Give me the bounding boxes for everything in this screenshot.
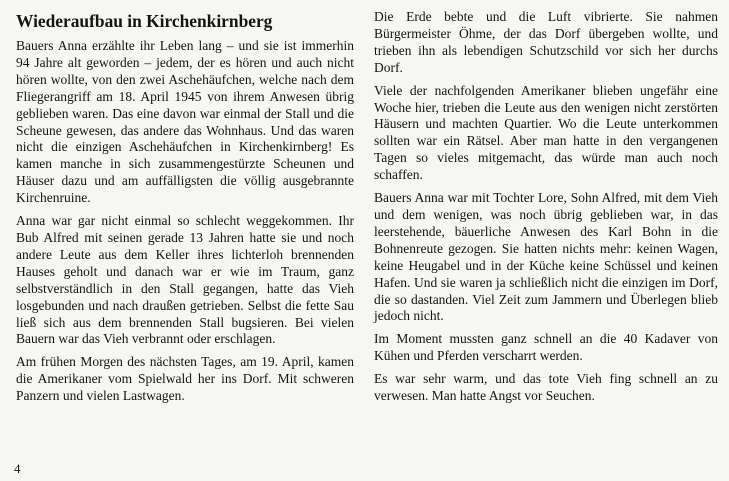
paragraph: Bauers Anna war mit Tochter Lore, Sohn Alfred, mit dem Vieh und dem wenigen, was noch übrig geblieben war, in das leerstehende, bäuerliche Anwesen des Karl Bohn in die Bohnenreute gezogen. Sie hatten nichts mehr: keinen Wagen, keine Heugabel und in der Küche keine Schüssel und keinen Hafen. Und sie waren ja schließlich nicht die einzigen im Dorf, die so dastanden. Viel Zeit zum Jammern und Überlegen blieb jedoch nicht.	[374, 190, 718, 324]
page-number: 4	[14, 461, 21, 476]
right-column	[374, 0, 718, 411]
left-column	[16, 0, 354, 411]
paragraph: Bauers Anna erzählte ihr Leben lang – und sie ist immerhin 94 Jahre alt geworden – jedem, der es hören und auch nicht hören wollte, von den zwei Aschehäufchen, welche nach dem Fliegerangriff am 18. April 1945 von ihrem Anwesen übrig geblieben waren. Das eine davon war einmal der Stall und die Scheune gewesen, das andere das Wohnhaus. Und das waren nicht die einzigen Aschehäufchen in Kirchenkirnberg! Es kamen manche in sich zusammengestürzte Scheunen und Häuser dazu und am auffälligsten die völlig ausgebrannte Kirchenruine.	[16, 38, 354, 206]
paragraph: Es war sehr warm, und das tote Vieh fing schnell an zu verwesen. Man hatte Angst vor Seuchen.	[374, 371, 718, 404]
paragraph: Anna war gar nicht einmal so schlecht weggekommen. Ihr Bub Alfred mit seinen gerade 13 Jahren hatte sie und noch andere Leute aus dem Keller ihres lichterloh brennenden Hauses geholt und danach war er wie im Traum, ganz selbstverständlich in den Stall gegangen, hatte das Vieh losgebunden und nach draußen getrieben. Selbst die fette Sau ließ sich aus dem brennenden Stall bugsieren. Bei vielen Bauern war das Vieh verbrannt oder erschlagen.	[16, 213, 354, 347]
paragraph: Im Moment mussten ganz schnell an die 40 Kadaver von Kühen und Pferden verscharrt werden.	[374, 331, 718, 364]
paragraph: Am frühen Morgen des nächsten Tages, am 19. April, kamen die Amerikaner vom Spielwald her ins Dorf. Mit schweren Panzern und vielen Lastwagen.	[16, 354, 354, 404]
article-title: Wiederaufbau in Kirchenkirnberg	[16, 11, 273, 31]
paragraph: Viele der nachfolgenden Amerikaner blieben ungefähr eine Woche hier, trieben die Leute aus den wenigen nicht zerstörten Häusern und machten Quartier. Wo die Leute unterkommen sollten war ein Rätsel. Aber man hatte in den vergangenen Tagen so vieles mitgemacht, das würde man auch noch schaffen.	[374, 82, 718, 183]
paragraph: Die Erde bebte und die Luft vibrierte. Sie nahmen Bürgermeister Öhme, der das Dorf übergeben wollte, und trieben ihn als lebendigen Schutzschild vor sich her durchs Dorf.	[374, 9, 718, 75]
